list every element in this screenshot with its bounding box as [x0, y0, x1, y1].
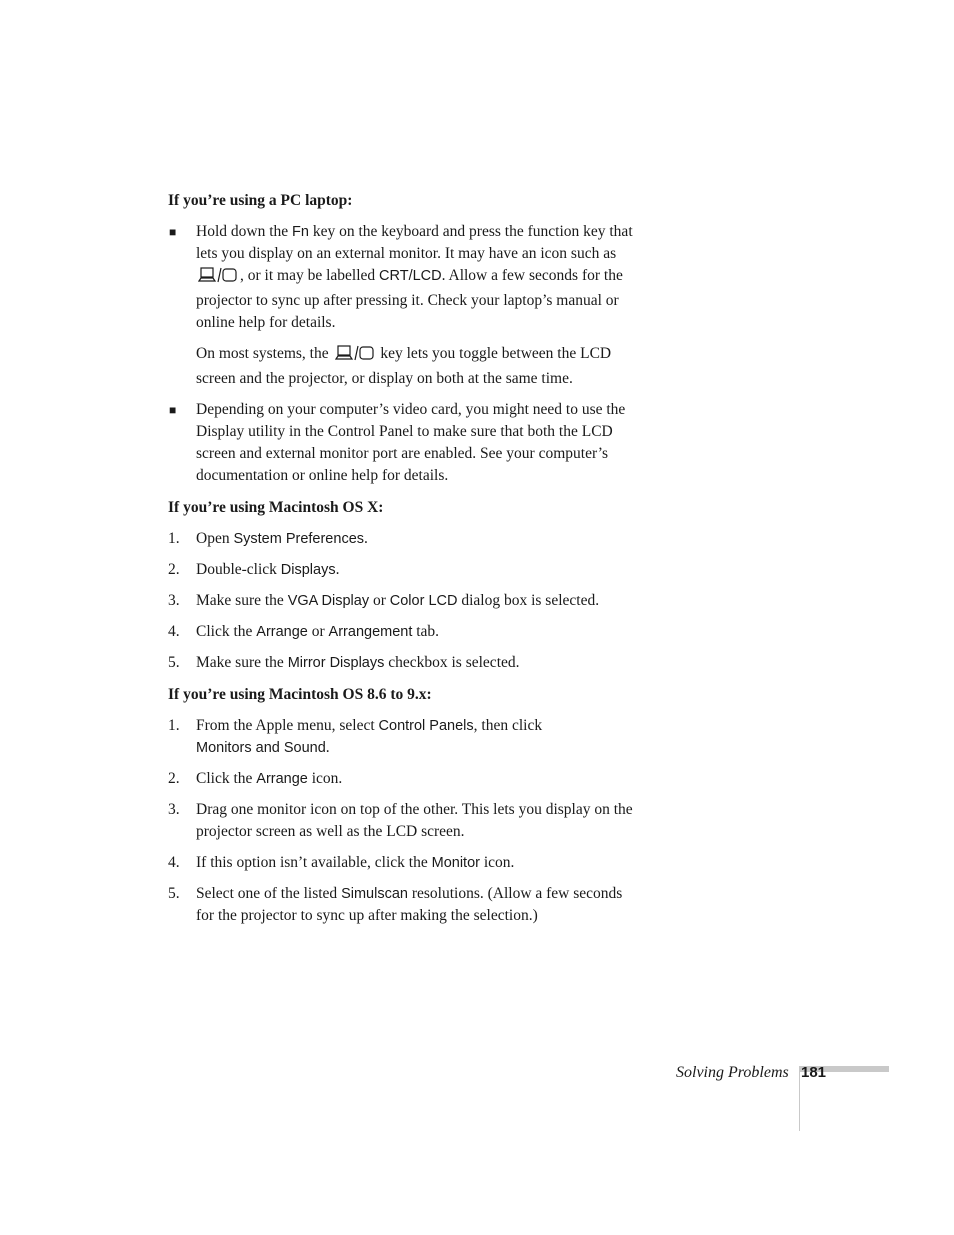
monitors-and-sound-label: Monitors and Sound — [196, 740, 326, 756]
arrange-label: Arrange — [256, 624, 308, 640]
arrangement-label: Arrangement — [328, 624, 413, 640]
osx-step-3: 3. Make sure the VGA Display or Color LCD dialog box is selected. — [168, 592, 600, 609]
monitor-label: Monitor — [431, 855, 480, 871]
os9-step-3: 3. Drag one monitor icon on top of the other. This lets you display on the projector screen as well as the LCD screen. — [168, 801, 633, 840]
os9-step-5: 5. Select one of the listed Simulscan resolutions. (Allow a few seconds for the projector to sync up after making the selection.) — [168, 885, 623, 924]
fn-key-label: Fn — [292, 224, 309, 240]
toggle-note: On most systems, the key lets you toggle between the LCD screen and the projector, or display on both at the same time. — [196, 345, 612, 387]
system-preferences-label: System Preferences — [233, 531, 365, 547]
displays-label: Displays — [280, 562, 336, 578]
footer-section-title: Solving Problems — [676, 1064, 789, 1081]
pc-laptop-heading: If you’re using a PC laptop: — [168, 192, 353, 209]
simulscan-label: Simulscan — [341, 886, 408, 902]
crt-lcd-label: CRT/LCD — [379, 268, 442, 284]
mac-os9-heading: If you’re using Macintosh OS 8.6 to 9.x: — [168, 686, 432, 703]
pc-bullet-1: ■ Hold down the Fn key on the keyboard and press the function key that lets you display on an external monitor. It may have an icon such as , or it may be labelled CRT/LCD. Allow a few seconds for the projector to sync up after pressing it. Check your laptop’s manual or online help for details. — [169, 223, 633, 331]
control-panels-label: Control Panels — [378, 718, 474, 734]
os9-step-1: 1. From the Apple menu, select Control Panels, then click Monitors and Sound. — [168, 717, 543, 756]
osx-step-1: 1. Open System Preferences. — [168, 530, 368, 547]
footer-rule — [799, 1066, 800, 1131]
vga-display-label: VGA Display — [287, 593, 370, 609]
os9-step-2: 2. Click the Arrange icon. — [168, 770, 343, 787]
mac-osx-heading: If you’re using Macintosh OS X: — [168, 499, 384, 516]
osx-step-5: 5. Make sure the Mirror Displays checkbox is selected. — [168, 654, 520, 671]
bullet-marker: ■ — [169, 403, 177, 417]
osx-step-2: 2. Double-click Displays. — [168, 561, 340, 578]
os9-step-4: 4. If this option isn’t available, click the Monitor icon. — [168, 854, 515, 871]
pc-bullet-2: ■ Depending on your computer’s video card, you might need to use the Display utility in the Control Panel to make sure that both the LCD screen and external monitor port are enabled. See your computer’s documentation or online help for details. — [169, 401, 626, 484]
osx-step-4: 4. Click the Arrange or Arrangement tab. — [168, 623, 440, 640]
bullet-marker: ■ — [169, 225, 177, 239]
page-content — [168, 190, 638, 936]
arrange-label: Arrange — [256, 771, 308, 787]
laptop-monitor-key-icon — [198, 267, 238, 290]
color-lcd-label: Color LCD — [389, 593, 458, 609]
mirror-displays-label: Mirror Displays — [287, 655, 385, 671]
laptop-monitor-key-icon — [335, 345, 375, 368]
page-number: 181 — [801, 1064, 827, 1081]
